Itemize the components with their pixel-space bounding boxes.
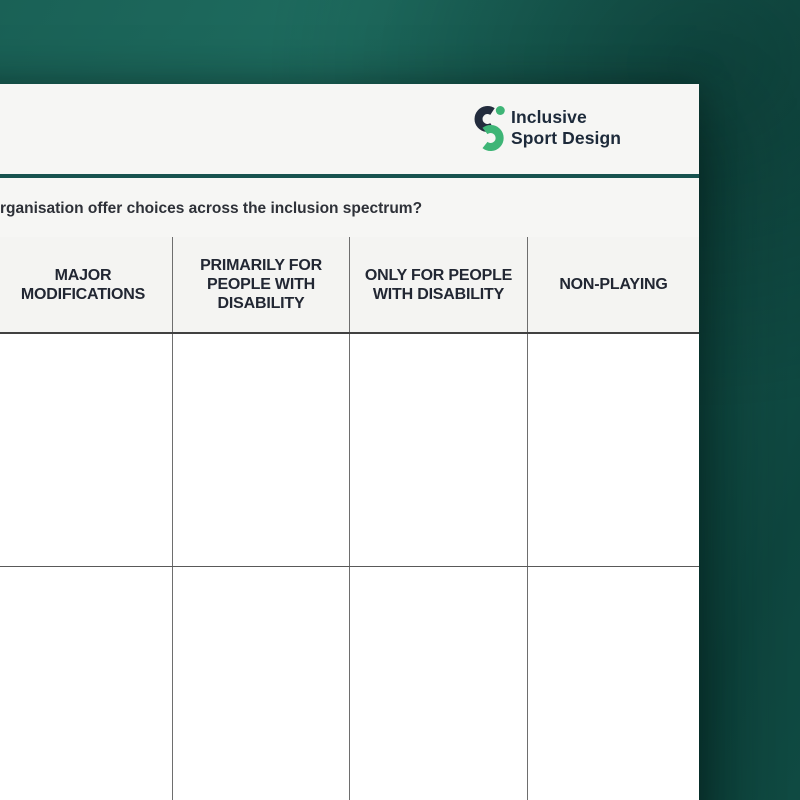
- table-cell-empty: [0, 567, 172, 800]
- column-header-non-playing: NON-PLAYING: [527, 237, 699, 332]
- worksheet-question-text: rganisation offer choices across the inclusion spectrum?: [0, 200, 423, 217]
- header-divider-rule: [0, 174, 699, 178]
- table-row: [0, 334, 699, 567]
- table-cell-empty: [172, 334, 349, 566]
- table-row: [0, 567, 699, 800]
- table-cell-empty: [349, 334, 527, 566]
- column-header-major-modifications: MAJOR MODIFICATIONS: [0, 237, 172, 332]
- inclusive-sport-design-logo: [473, 104, 621, 152]
- table-cell-empty: [527, 567, 699, 800]
- table-header-row: [0, 237, 699, 334]
- table-cell-empty: [172, 567, 349, 800]
- table-cell-empty: [0, 334, 172, 566]
- logo-wordmark-line2: Sport Design: [511, 128, 622, 148]
- worksheet-page: [0, 84, 699, 800]
- column-header-only-for-people-with-disability: ONLY FOR PEOPLE WITH DISABILITY: [349, 237, 527, 332]
- inclusion-spectrum-table: [0, 237, 699, 800]
- logo-wordmark: [511, 107, 621, 149]
- table-cell-empty: [527, 334, 699, 566]
- table-cell-empty: [349, 567, 527, 800]
- inclusive-sport-design-logo-icon: [473, 104, 505, 152]
- column-header-primarily-for-people-with-disability: PRIMARILY FOR PEOPLE WITH DISABILITY: [172, 237, 349, 332]
- logo-wordmark-line1: Inclusive: [511, 107, 587, 127]
